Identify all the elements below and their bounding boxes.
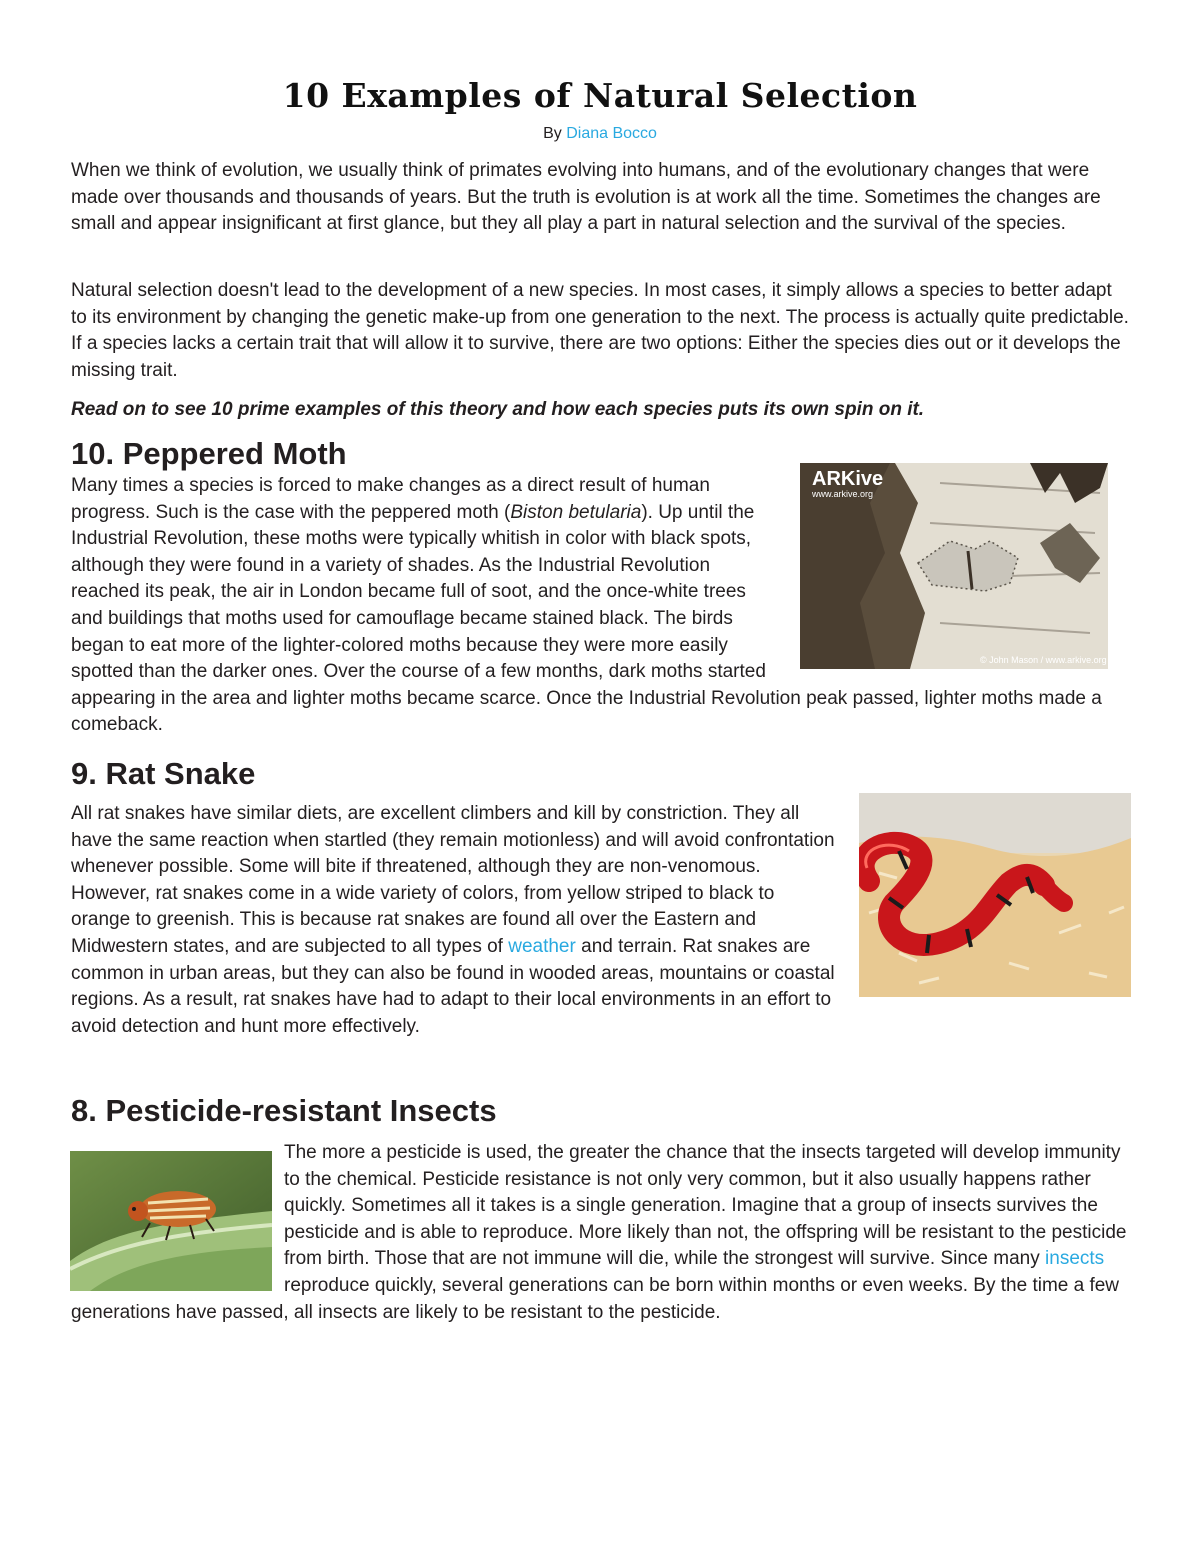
byline-prefix: By	[543, 125, 567, 142]
section-heading-pesticide-insects: 8. Pesticide-resistant Insects	[71, 1093, 497, 1128]
image-brand: ARKive	[812, 468, 884, 490]
image-credit: © John Mason / www.arkive.org	[980, 655, 1107, 665]
rat-snake-text: All rat snakes have similar diets, are excellent climbers and kill by constriction. They all have the same reaction when startled (they remain motionless) and will avoid confrontation whenever possible. Some will bite if threatened, although they are non-venomous. However, rat snakes come in a wide variety of colors, from yellow striped to black to orange to greenish. This is because rat snakes are found all over the Eastern and Midwestern states, and are subjected to all types of weather and terrain. Rat snakes are common in urban areas, but they can also be found in wooded areas, mountains or coastal regions. As a result, rat snakes have had to adapt to their local environments in an effort to avoid detection and hunt more effectively.	[71, 803, 835, 1037]
pesticide-insects-text: The more a pesticide is used, the greater the chance that the insects targeted will develop immunity to the chemical. Pesticide resistance is not only very common, but it also usually happens rather quickly. Sometimes all it takes is a single generation. Imagine that a group of insects survives the pesticide and is able to reproduce. More likely than not, the offspring will be resistant to the pesticide from birth. Those that are not immune will die, while the strongest will survive. Since many insects reproduce quickly, several generations can be born within months or even weeks. By the time a few generations have passed, all insects are likely to be resistant to the pesticide.	[71, 1142, 1127, 1323]
byline	[0, 125, 1200, 143]
section-pesticide-insects	[71, 1140, 1131, 1326]
peppered-moth-text: Many times a species is forced to make changes as a direct result of human progress. Such is the case with the peppered moth (Biston betularia). Up until the Industrial Revolution, these moths were typically whitish in color with black spots, although they were found in a variety of shades. As the Industrial Revolution reached its peak, the air in London became full of soot, and the once-white trees and buildings that moths used for camouflage became stained black. The birds began to eat more of the lighter-colored moths because they were more easily spotted than the darker ones. Over the course of a few months, dark moths started appearing in the area and lighter moths became scarce. Once the Industrial Revolution peak passed, lighter moths made a comeback.	[71, 475, 1102, 736]
section-heading-peppered-moth: 10. Peppered Moth	[71, 436, 347, 471]
section-heading-rat-snake: 9. Rat Snake	[71, 756, 256, 791]
section-rat-snake	[71, 801, 1131, 1040]
article-title: 10 Examples of Natural Selection	[282, 76, 918, 115]
peppered-moth-image	[800, 463, 1108, 669]
insects-link[interactable]: insects	[1045, 1248, 1105, 1270]
rat-snake-image	[859, 793, 1131, 997]
image-url: www.arkive.org	[812, 489, 874, 499]
intro-paragraph-1: When we think of evolution, we usually think of primates evolving into humans, and of the evolutionary changes that were made over thousands and thousands of years. But the truth is evolution is at work all the time. Sometimes the changes are small and appear insignificant at first glance, but they all play a part in natural selection and the survival of the species.	[71, 160, 1101, 235]
intro-paragraph-2: Natural selection doesn't lead to the development of a new species. In most cases, it simply allows a species to better adapt to its environment by changing the genetic make-up from one generation to the next. The process is actually quite predictable. If a species lacks a certain trait that will allow it to survive, there are two options: Either the species dies out or it develops the missing trait.	[71, 280, 1129, 381]
author-link[interactable]: Diana Bocco	[566, 125, 657, 142]
section-peppered-moth	[71, 468, 1131, 739]
beetle-image	[70, 1151, 272, 1291]
scientific-name: Biston betularia	[510, 501, 642, 523]
weather-link[interactable]: weather	[508, 935, 576, 957]
lead-in: Read on to see 10 prime examples of this theory and how each species puts its own spin on it.	[71, 399, 925, 420]
